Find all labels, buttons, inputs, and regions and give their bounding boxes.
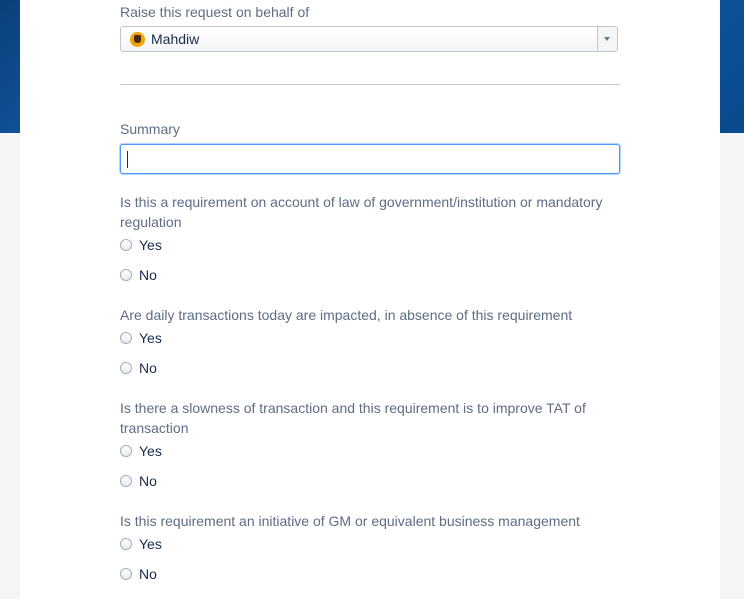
option-label: No [139, 360, 157, 376]
radio-button[interactable] [120, 239, 132, 251]
option-label: No [139, 473, 157, 489]
radio-button[interactable] [120, 568, 132, 580]
user-avatar-icon [130, 32, 145, 47]
text-caret [127, 151, 128, 168]
chevron-down-icon [604, 37, 610, 41]
summary-input[interactable] [120, 144, 620, 174]
radio-button[interactable] [120, 475, 132, 487]
behalf-label: Raise this request on behalf of [120, 4, 310, 20]
section-divider [120, 84, 620, 85]
selected-user-name: Mahdiw [151, 31, 200, 47]
radio-button[interactable] [120, 332, 132, 344]
question-4-text: Is this requirement an initiative of GM or equivalent business management [120, 513, 580, 529]
question-2-text: Are daily transactions today are impacted, in absence of this requirement [120, 307, 573, 323]
behalf-user-select[interactable] [120, 26, 618, 52]
radio-button[interactable] [120, 269, 132, 281]
summary-label: Summary [120, 121, 180, 137]
option-label: No [139, 267, 157, 283]
dropdown-toggle[interactable] [597, 27, 617, 51]
request-form-panel [20, 0, 720, 599]
option-label: Yes [139, 536, 162, 552]
radio-button[interactable] [120, 445, 132, 457]
question-3-text: Is there a slowness of transaction and this requirement is to improve TAT of transaction [120, 400, 586, 436]
option-label: No [139, 566, 157, 582]
radio-button[interactable] [120, 538, 132, 550]
option-label: Yes [139, 443, 162, 459]
option-label: Yes [139, 330, 162, 346]
option-label: Yes [139, 237, 162, 253]
question-1-text: Is this a requirement on account of law of government/institution or mandatory regulation [120, 194, 603, 230]
radio-button[interactable] [120, 362, 132, 374]
